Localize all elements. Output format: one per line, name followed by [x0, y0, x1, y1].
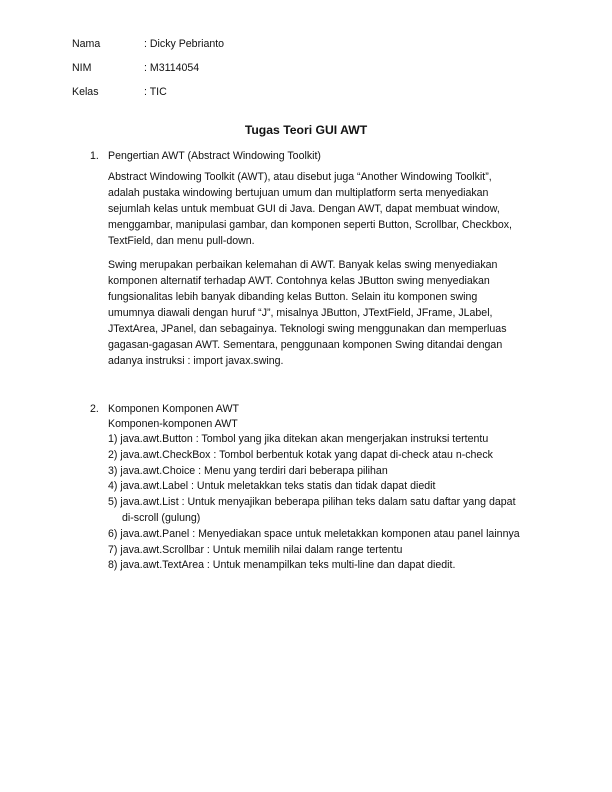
paragraph-line: umumnya diawali dengan huruf “J”, misalnya JButton, JTextField, JFrame, JLabel,	[108, 307, 493, 319]
section-number: 2.	[90, 403, 99, 415]
paragraph-line: menggambar, manipulasi gambar, dan komponen seperti Button, Scrollbar, Checkbox,	[108, 219, 512, 231]
list-item	[108, 495, 548, 527]
list-item-text: 3) java.awt.Choice : Menu yang terdiri dari beberapa pilihan	[108, 464, 388, 477]
identity-label: Nama	[72, 38, 101, 50]
list-item-text: 4) java.awt.Label : Untuk meletakkan teks statis dan tidak dapat diedit	[108, 480, 436, 493]
identity-label: NIM	[72, 62, 92, 74]
identity-value: : Dicky Pebrianto	[144, 38, 225, 50]
list-item	[108, 527, 548, 543]
list-item	[108, 448, 548, 464]
identity-value: : TIC	[144, 86, 167, 98]
paragraph-line: fungsionalitas lebih banyak dibanding kelas Button. Selain itu komponen swing	[108, 291, 478, 303]
list-item	[108, 464, 548, 480]
list-item	[108, 543, 548, 559]
paragraph-line: komponen alternatif terhadap AWT. Contohnya kelas JButton swing menyediakan	[108, 275, 490, 287]
section-number: 1.	[90, 150, 99, 162]
paragraph-line: Abstract Windowing Toolkit (AWT), atau disebut juga “Another Windowing Toolkit”,	[108, 171, 492, 183]
list-item	[108, 558, 548, 574]
paragraph-line: sejumlah kelas untuk membuat GUI di Java. Dengan AWT, dapat membuat window,	[108, 203, 500, 215]
paragraph-line: TextField, dan menu pull-down.	[108, 235, 255, 247]
section-2-subheading: Komponen-komponen AWT	[108, 418, 238, 430]
paragraph-line: gagasan-gagasan AWT. Sementara, penggunaan komponen Swing ditandai dengan	[108, 339, 503, 351]
list-item-text: 2) java.awt.CheckBox : Tombol berbentuk kotak yang dapat di-check atau n-check	[108, 448, 493, 461]
list-item-text: 5) java.awt.List : Untuk menyajikan beberapa pilihan teks dalam satu daftar yang dapat	[108, 496, 516, 509]
list-item	[108, 479, 548, 495]
paragraph-swing	[108, 257, 548, 369]
section-title: Pengertian AWT (Abstract Windowing Toolkit)	[108, 150, 321, 162]
awt-component-list	[108, 432, 548, 574]
paragraph-awt	[108, 169, 548, 249]
identity-value: : M3114054	[144, 62, 200, 74]
list-item	[108, 432, 548, 448]
list-item-text: 1) java.awt.Button : Tombol yang jika ditekan akan mengerjakan instruksi tertentu	[108, 433, 489, 445]
identity-label: Kelas	[72, 86, 99, 98]
paragraph-line: Swing merupakan perbaikan kelemahan di AWT. Banyak kelas swing menyediakan	[108, 259, 498, 271]
list-item-text: 6) java.awt.Panel : Menyediakan space untuk meletakkan komponen atau panel lainnya	[108, 527, 520, 540]
list-item-text: 7) java.awt.Scrollbar : Untuk memilih nilai dalam range tertentu	[108, 543, 403, 556]
document-title: Tugas Teori GUI AWT	[244, 123, 368, 137]
list-item-continuation: di-scroll (gulung)	[122, 511, 201, 524]
list-item-text: 8) java.awt.TextArea : Untuk menampilkan teks multi-line dan dapat diedit.	[108, 559, 456, 572]
paragraph-line: adalah pustaka windowing bertujuan umum dan multiplatform serta menyediakan	[108, 187, 489, 199]
paragraph-line: JTextArea, JPanel, dan sebagainya. Teknologi swing menggunakan dan memperluas	[108, 323, 507, 335]
section-title: Komponen Komponen AWT	[108, 403, 239, 415]
paragraph-line: adanya instruksi : import javax.swing.	[108, 355, 284, 367]
